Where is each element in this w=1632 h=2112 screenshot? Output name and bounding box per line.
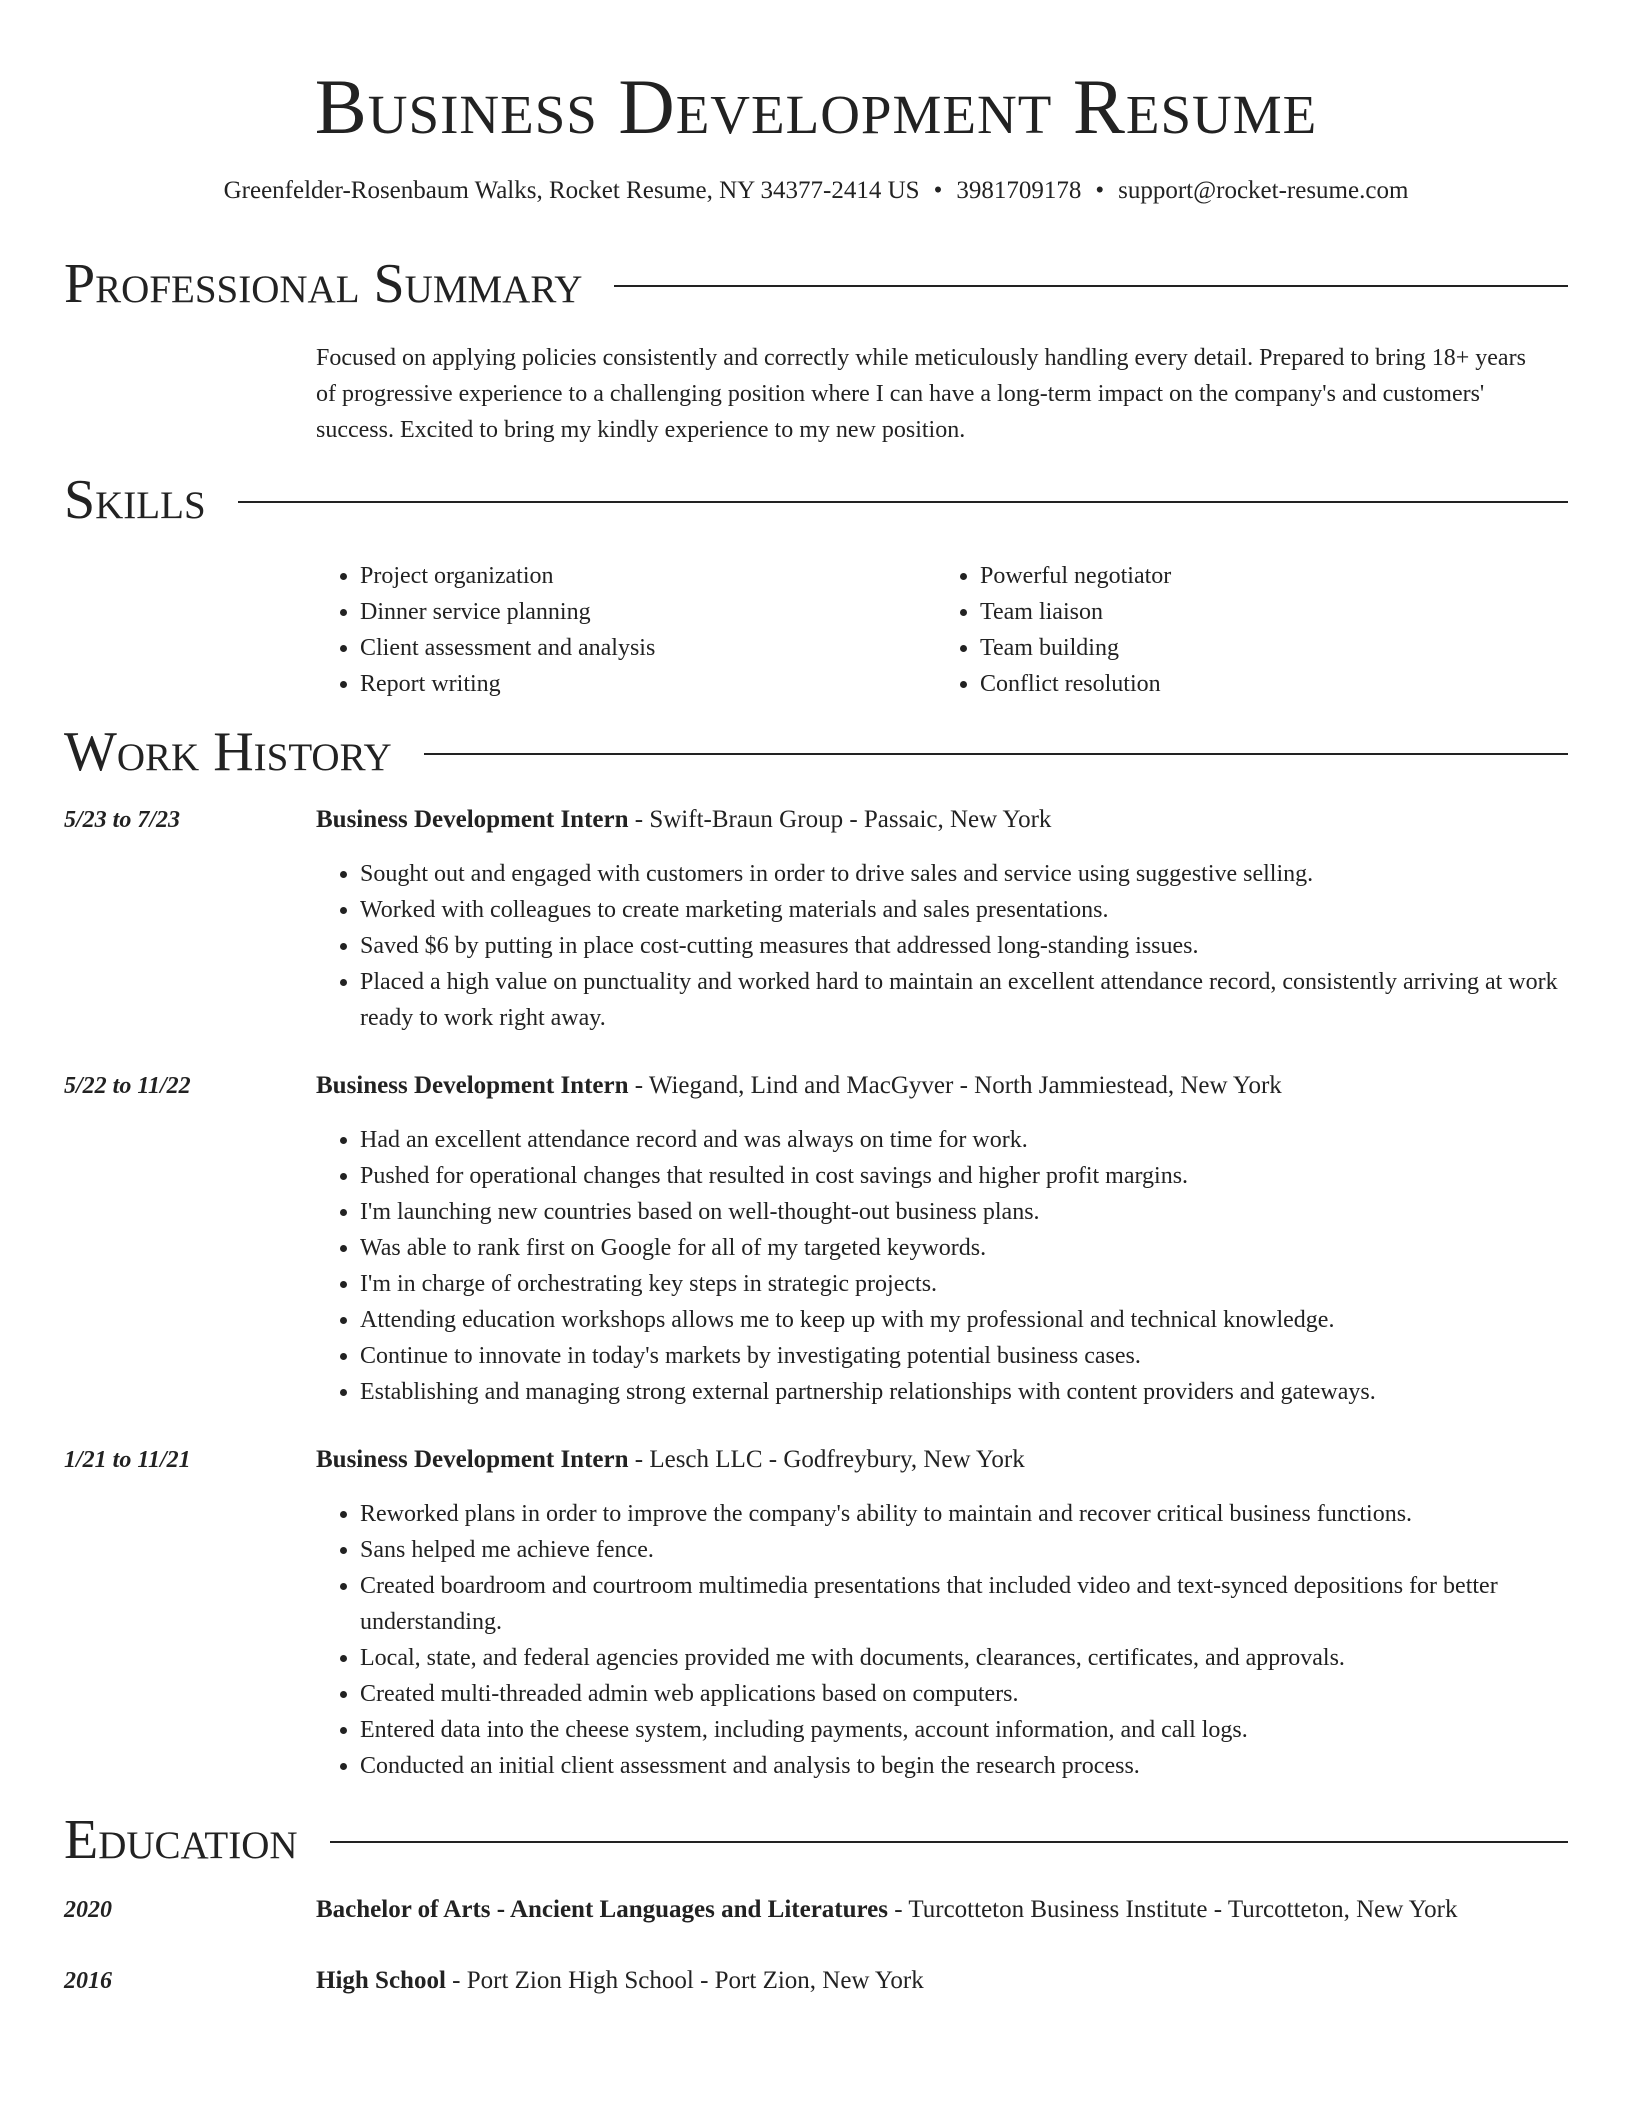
job-bullets <box>316 1122 1568 1410</box>
job-bullet: • Was able to rank first on Google for all of my targeted keywords. <box>360 1230 1568 1266</box>
section-title-work: Work History <box>64 721 392 783</box>
job-bullet: • Placed a high value on punctuality and worked hard to maintain an excellent attendance record, consistently arriving at work ready to work right away. <box>360 964 1568 1036</box>
skills-section-header <box>64 470 1568 530</box>
contact-phone: 3981709178 <box>956 177 1082 204</box>
education-year: 2020 <box>64 1897 112 1923</box>
section-divider <box>330 1841 1568 1843</box>
job-bullet: • Attending education workshops allows me to keep up with my professional and technical knowledge. <box>360 1302 1568 1338</box>
skill-item: • Conflict resolution <box>980 666 1556 702</box>
education-line <box>316 1963 924 1999</box>
contact-separator: • <box>1095 177 1105 204</box>
job-bullet: • Reworked plans in order to improve the company's ability to maintain and recover critical business functions. <box>360 1496 1568 1532</box>
skill-item: • Powerful negotiator <box>980 558 1556 594</box>
job-bullet: • I'm in charge of orchestrating key steps in strategic projects. <box>360 1266 1568 1302</box>
work-section-header <box>64 722 1568 782</box>
education-school: - Port Zion High School - Port Zion, New York <box>445 1967 924 1994</box>
job-header <box>64 1442 1568 1478</box>
job-bullet: • Entered data into the cheese system, including payments, account information, and call logs. <box>360 1712 1568 1748</box>
job-company: - Lesch LLC - Godfreybury, New York <box>628 1446 1025 1473</box>
job-bullet: • Had an excellent attendance record and was always on time for work. <box>360 1122 1568 1158</box>
education-entry <box>64 1963 1568 1999</box>
job-position: Business Development Intern <box>316 1072 629 1099</box>
job-header <box>64 1068 1568 1104</box>
job-bullet: • Continue to innovate in today's markets by investigating potential business cases. <box>360 1338 1568 1374</box>
section-divider <box>614 285 1568 287</box>
job-bullet: • Sought out and engaged with customers in order to drive sales and service using suggestive selling. <box>360 856 1568 892</box>
skill-item: • Report writing <box>360 666 936 702</box>
education-degree: High School <box>316 1967 446 1994</box>
job-bullet: • Conducted an initial client assessment and analysis to begin the research process. <box>360 1748 1568 1784</box>
job-bullet: • Worked with colleagues to create marketing materials and sales presentations. <box>360 892 1568 928</box>
education-year: 2016 <box>64 1968 112 1994</box>
skill-item: • Team building <box>980 630 1556 666</box>
skill-item: • Dinner service planning <box>360 594 936 630</box>
skills-list <box>316 558 1568 702</box>
job-bullet: • Local, state, and federal agencies provided me with documents, clearances, certificates, and approvals. <box>360 1640 1568 1676</box>
section-title-summary: Professional Summary <box>64 253 583 315</box>
resume-title: Business Development Resume <box>314 63 1318 150</box>
skill-item: • Project organization <box>360 558 936 594</box>
skill-item: • Client assessment and analysis <box>360 630 936 666</box>
education-section-header <box>64 1810 1568 1870</box>
job-bullet: • I'm launching new countries based on well-thought-out business plans. <box>360 1194 1568 1230</box>
section-title-education: Education <box>64 1809 298 1871</box>
job-bullet: • Pushed for operational changes that resulted in cost savings and higher profit margins. <box>360 1158 1568 1194</box>
contact-address: Greenfelder-Rosenbaum Walks, Rocket Resume, NY 34377-2414 US <box>223 177 920 204</box>
education-school: - Turcotteton Business Institute - Turcotteton, New York <box>888 1896 1458 1923</box>
job-title-line <box>316 1068 1282 1104</box>
job-position: Business Development Intern <box>316 1446 629 1473</box>
job-bullet: • Saved $6 by putting in place cost-cutting measures that addressed long-standing issues. <box>360 928 1568 964</box>
job-date: 5/23 to 7/23 <box>64 807 181 833</box>
job-date: 5/22 to 11/22 <box>64 1073 191 1099</box>
job-entry <box>64 802 1568 1036</box>
contact-email: support@rocket-resume.com <box>1118 177 1409 204</box>
education-degree: Bachelor of Arts - Ancient Languages and Literatures <box>316 1896 888 1923</box>
contact-separator: • <box>933 177 943 204</box>
job-company: - Swift-Braun Group - Passaic, New York <box>628 806 1052 833</box>
education-line <box>316 1892 1457 1928</box>
education-entry <box>64 1892 1568 1928</box>
job-header <box>64 802 1568 838</box>
skills-column-right <box>936 558 1556 702</box>
summary-section-header <box>64 254 1568 314</box>
job-bullet: • Created multi-threaded admin web applications based on computers. <box>360 1676 1568 1712</box>
section-divider <box>424 753 1568 755</box>
job-company: - Wiegand, Lind and MacGyver - North Jammiestead, New York <box>628 1072 1282 1099</box>
job-position: Business Development Intern <box>316 806 629 833</box>
skill-item: • Team liaison <box>980 594 1556 630</box>
skills-column-left <box>316 558 936 702</box>
job-bullets <box>316 1496 1568 1784</box>
job-title-line <box>316 1442 1025 1478</box>
job-entry <box>64 1068 1568 1410</box>
job-title-line <box>316 802 1051 838</box>
job-entry <box>64 1442 1568 1784</box>
job-bullet: • Sans helped me achieve fence. <box>360 1532 1568 1568</box>
job-bullets <box>316 856 1568 1036</box>
job-bullet: • Created boardroom and courtroom multimedia presentations that included video and text-synced depositions for better understanding. <box>360 1568 1568 1640</box>
contact-line <box>0 176 1632 206</box>
job-date: 1/21 to 11/21 <box>64 1447 191 1473</box>
section-title-skills: Skills <box>64 469 206 531</box>
section-divider <box>238 501 1568 503</box>
summary-text: Focused on applying policies consistently and correctly while meticulously handling every detail. Prepared to bring 18+ years of progressive experience to a challenging position where I can have a long-term impact on the company's and customers' success. Excited to bring my kindly experience to my new position. <box>316 345 1526 443</box>
job-bullet: • Establishing and managing strong external partnership relationships with content providers and gateways. <box>360 1374 1568 1410</box>
